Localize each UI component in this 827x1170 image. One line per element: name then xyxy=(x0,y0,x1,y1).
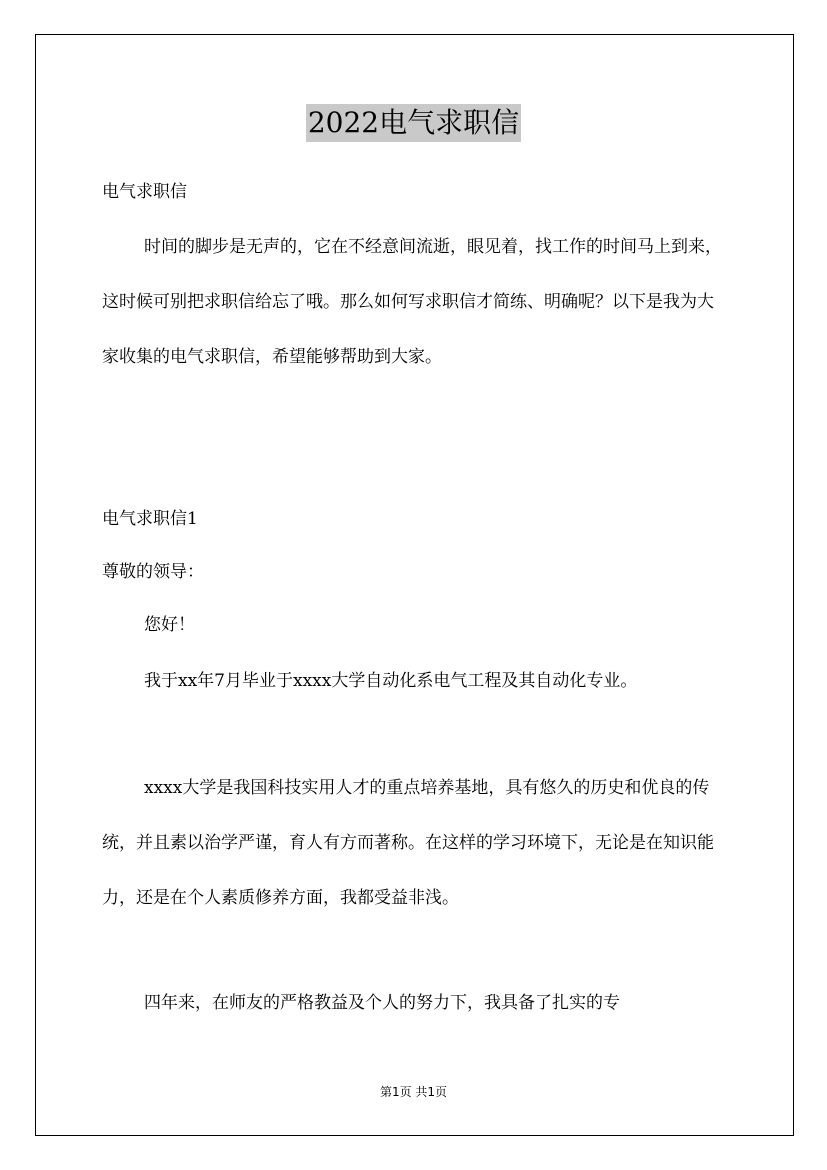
section-title: 电气求职信1 xyxy=(102,509,198,529)
body-paragraph-2: xxxx大学是我国科技实用人才的重点培养基地，具有悠久的历史和优良的传统，并且素以治学严谨，育人有方而著称。在这样的学习环境下，无论是在知识能力，还是在个人素质修养方面，我都受益非浅。 xyxy=(102,778,714,908)
document-heading: 电气求职信 xyxy=(102,182,187,202)
title-container xyxy=(0,104,827,142)
page-footer: 第1页 共1页 xyxy=(379,1085,448,1099)
salutation: 尊敬的领导： xyxy=(102,562,204,582)
body-paragraph-1: 我于xx年7月毕业于xxxx大学自动化系电气工程及其自动化专业。 xyxy=(144,671,638,691)
greeting: 您好！ xyxy=(144,615,195,635)
intro-paragraph: 时间的脚步是无声的，它在不经意间流逝，眼见着，找工作的时间马上到来，这时候可别把求职信给忘了哦。那么如何写求职信才简练、明确呢？以下是我为大家收集的电气求职信，希望能够帮助到大家。 xyxy=(102,237,722,367)
body-paragraph-3: 四年来，在师友的严格教益及个人的努力下，我具备了扎实的专 xyxy=(144,993,620,1013)
document-title: 2022电气求职信 xyxy=(306,104,521,142)
